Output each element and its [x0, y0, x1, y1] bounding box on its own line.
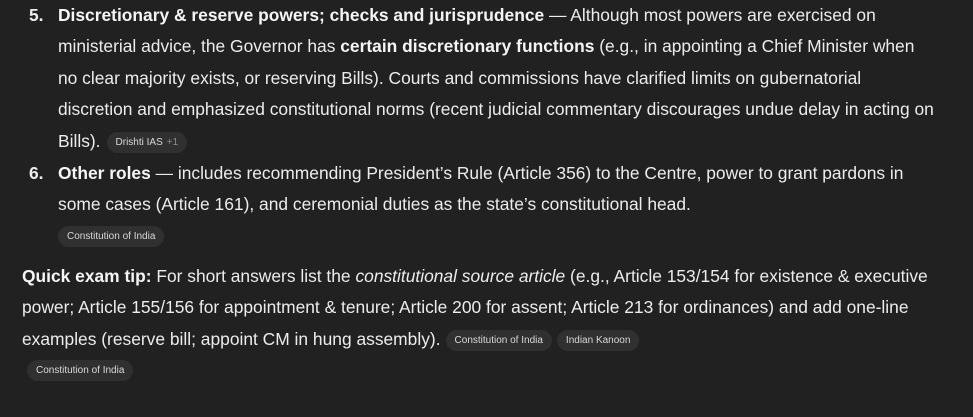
item-body-continued: (e.g., in appointing a Chief Minister when no clear majority exists, or reserving Bills). Courts and commissions have clarified limits on gubernatorial discretion and emphasized constitutional norms (recent judicial commentary discourages undue delay in acting on Bills).: [58, 36, 934, 151]
tip-text: For short answers list the: [151, 266, 356, 286]
tip-text-continued: (e.g., Article 153/154 for existence & executive power; Article 155/156 for appointment & tenure; Article 200 for assent; Article 213 for ordinances) and add one-line examples (reserve bill; appoint CM in hung assembly).: [22, 266, 928, 349]
item-emphasis: certain discretionary functions: [340, 36, 595, 57]
source-chip-drishti-ias[interactable]: [107, 132, 188, 153]
source-chip-count: +1: [166, 136, 179, 148]
list-item-6: [22, 158, 952, 252]
item-heading: Discretionary & reserve powers; checks and jurisprudence: [58, 5, 545, 25]
source-chip-constitution-of-india[interactable]: Constitution of India: [446, 330, 552, 351]
list-item-text: [58, 158, 938, 221]
source-chip-constitution-of-india[interactable]: Constitution of India: [27, 360, 133, 381]
list-number: 5.: [29, 5, 44, 25]
list-item-text: [58, 0, 938, 157]
item-body: — includes recommending President’s Rule (Article 356) to the Centre, power to grant pardons in some cases (Article 161), and ceremonial duties as the state’s constitutional head.: [58, 163, 904, 215]
source-chip-constitution-of-india[interactable]: Constitution of India: [58, 226, 164, 247]
exam-tip-paragraph: [22, 261, 957, 386]
item-body: — Although most powers are exercised on ministerial advice, the Governor has: [58, 5, 876, 57]
tip-label: Quick exam tip:: [22, 266, 152, 286]
source-chip-label: Drishti IAS: [115, 136, 163, 148]
source-row: [22, 355, 957, 386]
list-item-5: [22, 0, 952, 157]
item-heading: Other roles: [58, 163, 151, 183]
tip-emphasis: constitutional source article: [355, 266, 566, 286]
source-row: [58, 221, 938, 252]
list-number: 6.: [29, 163, 44, 183]
source-chip-indian-kanoon[interactable]: Indian Kanoon: [557, 330, 640, 351]
